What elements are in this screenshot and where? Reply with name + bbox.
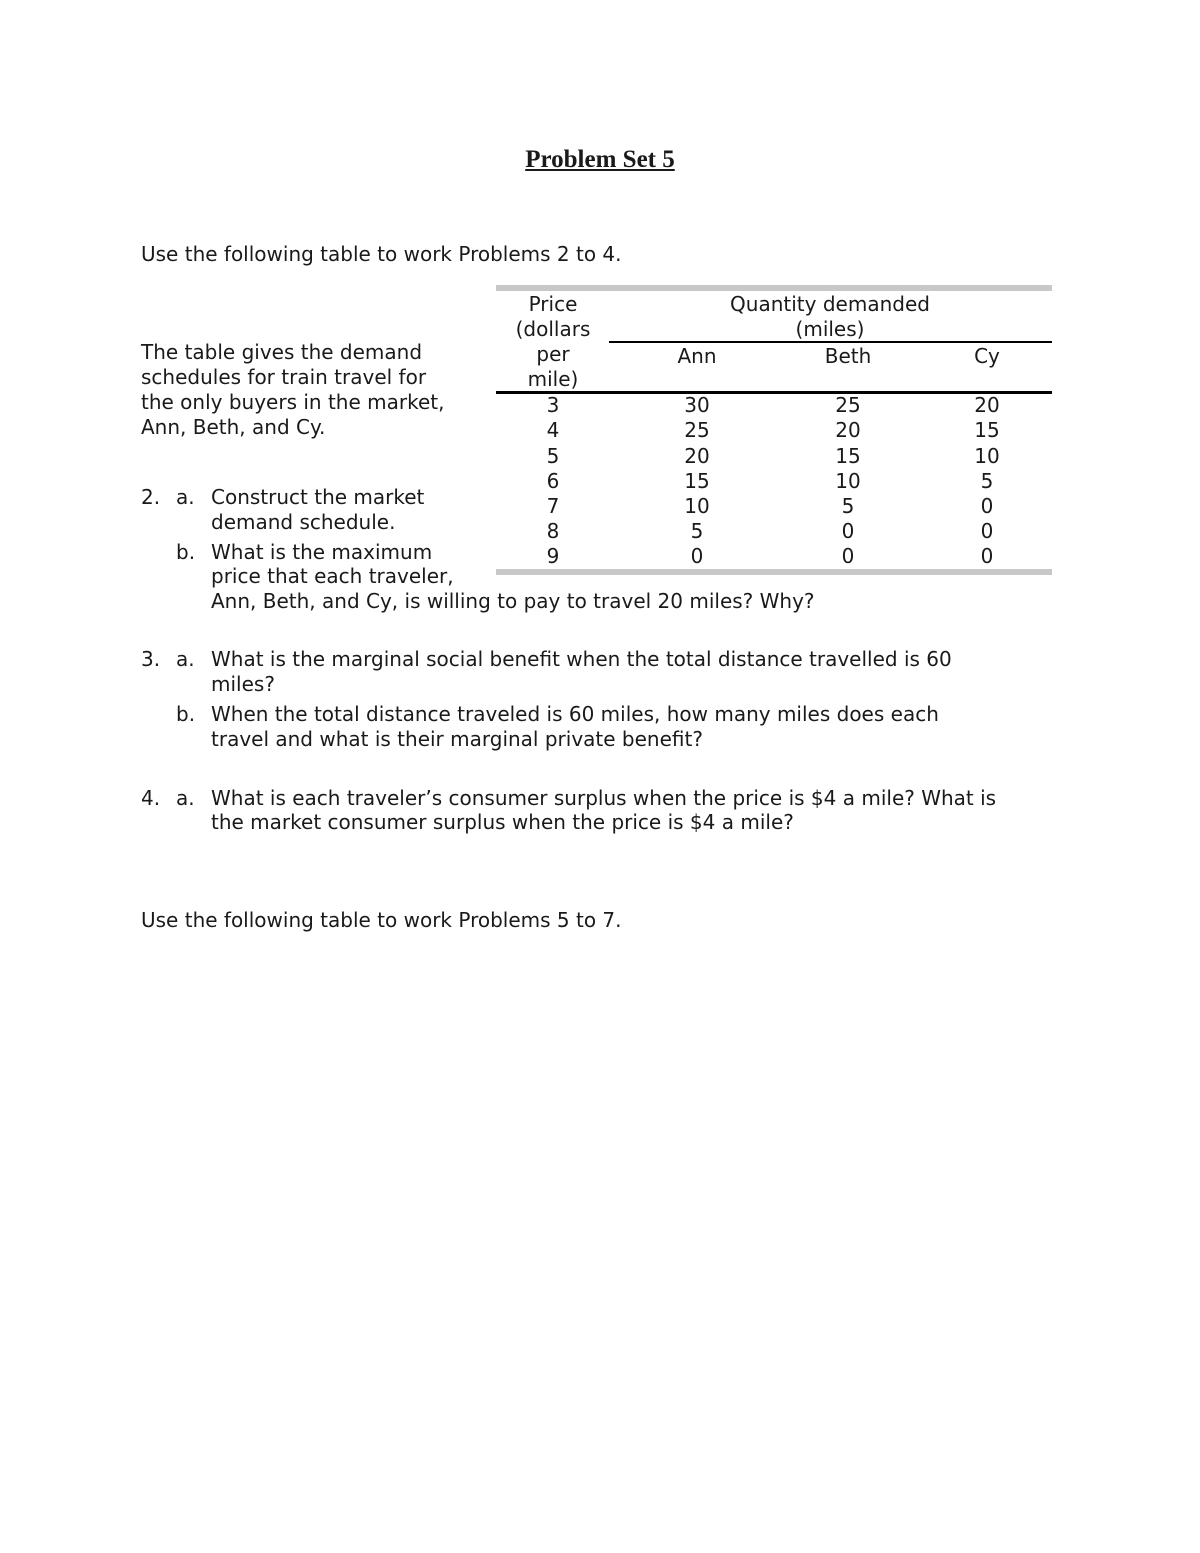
table-cell-cy: 0 — [980, 544, 994, 568]
table-cell-beth: 0 — [841, 544, 855, 568]
problem-text: demand schedule. — [211, 510, 396, 534]
table-cell-beth: 5 — [841, 494, 855, 518]
column-header-cy: Cy — [974, 344, 1000, 368]
problem-part-label: a. — [176, 485, 195, 509]
problem-part-label: a. — [176, 647, 195, 671]
price-header: (dollars — [515, 317, 591, 341]
problem-text: What is each traveler’s consumer surplus when the price is $4 a mile? What is — [211, 786, 997, 810]
problem-text: miles? — [211, 672, 275, 696]
problem-text: price that each traveler, — [211, 564, 454, 588]
table-cell-price: 8 — [546, 519, 560, 543]
table-cell-beth: 15 — [835, 444, 861, 468]
problem-text: When the total distance traveled is 60 miles, how many miles does each — [211, 702, 939, 726]
table-cell-price: 3 — [546, 393, 560, 417]
table-cell-cy: 10 — [974, 444, 1000, 468]
description-line: schedules for train travel for — [141, 365, 427, 389]
price-header: mile) — [527, 367, 579, 391]
table-cell-cy: 0 — [980, 494, 994, 518]
table-cell-price: 7 — [546, 494, 560, 518]
table-cell-cy: 15 — [974, 418, 1000, 442]
problem-part-label: b. — [176, 540, 196, 564]
column-header-beth: Beth — [824, 344, 872, 368]
table-cell-price: 4 — [546, 418, 560, 442]
table-cell-ann: 0 — [690, 544, 704, 568]
problem-number: 3. — [141, 647, 161, 671]
table-cell-beth: 25 — [835, 393, 861, 417]
table-cell-beth: 20 — [835, 418, 861, 442]
table-cell-price: 5 — [546, 444, 560, 468]
table-top-rule — [496, 285, 1052, 291]
table-cell-ann: 20 — [684, 444, 710, 468]
intro-text: Use the following table to work Problems 5 to 7. — [141, 908, 622, 932]
problem-text: What is the maximum — [211, 540, 433, 564]
problem-part-label: a. — [176, 786, 195, 810]
column-header-ann: Ann — [677, 344, 717, 368]
price-header: Price — [528, 292, 578, 316]
table-cell-beth: 10 — [835, 469, 861, 493]
table-cell-beth: 0 — [841, 519, 855, 543]
price-header: per — [536, 342, 570, 366]
problem-number: 4. — [141, 786, 161, 810]
table-cell-ann: 25 — [684, 418, 710, 442]
problem-number: 2. — [141, 485, 161, 509]
description-line: the only buyers in the market, — [141, 390, 445, 414]
description-line: The table gives the demand — [141, 340, 423, 364]
table-cell-ann: 15 — [684, 469, 710, 493]
table-cell-cy: 5 — [980, 469, 994, 493]
table-cell-ann: 10 — [684, 494, 710, 518]
problem-part-label: b. — [176, 702, 196, 726]
quantity-header: Quantity demanded — [730, 292, 930, 316]
table-cell-cy: 0 — [980, 519, 994, 543]
description-line: Ann, Beth, and Cy. — [141, 415, 326, 439]
problem-text: travel and what is their marginal private benefit? — [211, 727, 703, 751]
table-cell-ann: 30 — [684, 393, 710, 417]
problem-text: the market consumer surplus when the price is $4 a mile? — [211, 810, 794, 834]
page-title: Problem Set 5 — [525, 146, 675, 173]
table-bottom-rule — [496, 569, 1052, 575]
table-cell-price: 6 — [546, 469, 560, 493]
problem-text: Ann, Beth, and Cy, is willing to pay to travel 20 miles? Why? — [211, 589, 815, 613]
table-cell-cy: 20 — [974, 393, 1000, 417]
quantity-header: (miles) — [795, 317, 865, 341]
header-divider — [609, 341, 1052, 343]
table-cell-ann: 5 — [690, 519, 704, 543]
intro-text: Use the following table to work Problems 2 to 4. — [141, 242, 622, 266]
problem-text: Construct the market — [211, 485, 425, 509]
table-cell-price: 9 — [546, 544, 560, 568]
problem-text: What is the marginal social benefit when the total distance travelled is 60 — [211, 647, 952, 671]
